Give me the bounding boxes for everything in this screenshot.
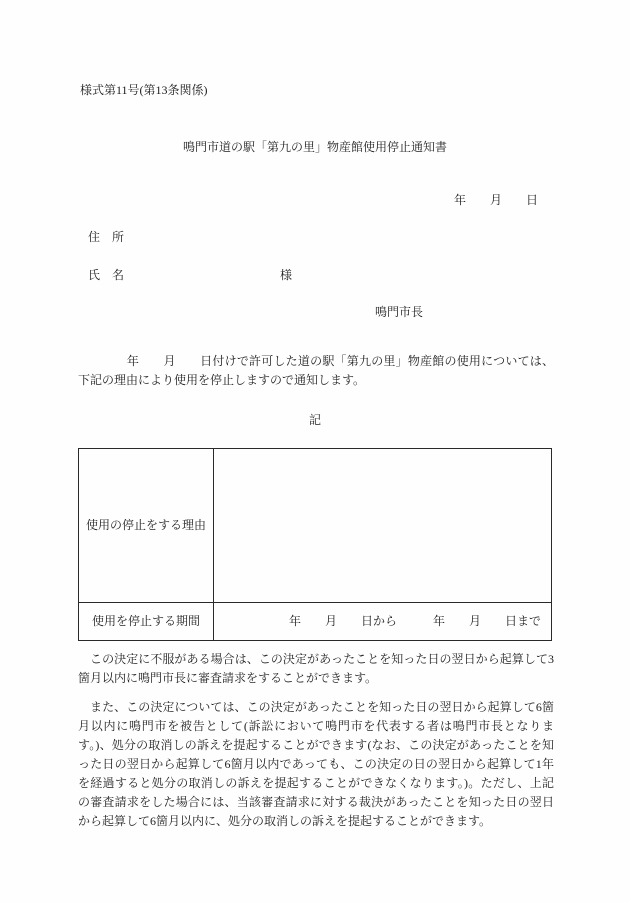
document-title: 鳴門市道の駅「第九の里」物産館使用停止通知書 xyxy=(182,140,447,154)
notification-body-paragraph: 年 月 日付けで許可した道の駅「第九の里」物産館の使用については、下記の理由により使用を停止しますので通知します。 xyxy=(78,354,554,387)
table-row-reason xyxy=(79,449,552,603)
period-label-cell: 使用を停止する期間 xyxy=(79,603,214,641)
form-number-label: 様式第11号(第13条関係) xyxy=(80,83,208,97)
reason-value-cell xyxy=(214,449,552,603)
recipient-name-row xyxy=(88,266,292,285)
recipient-address-label: 住 所 xyxy=(88,230,125,244)
recipient-name-label: 氏 名 xyxy=(88,268,125,282)
suspension-details-table xyxy=(78,448,552,641)
sender-mayor-label: 鳴門市長 xyxy=(375,305,424,319)
issue-date-line: 年 月 日 xyxy=(453,193,538,207)
note-paragraph-appeal: この決定に不服がある場合は、この決定があったことを知った日の翌日から起算して3箇月以内に鳴門市長に審査請求をすることができます。 xyxy=(78,652,554,685)
reason-label-cell: 使用の停止をする理由 xyxy=(79,449,214,603)
table-row-period xyxy=(79,603,552,641)
note-paragraph-lawsuit: また、この決定については、この決定があったことを知った日の翌日から起算して6箇月以内に鳴門市を被告として(訴訟において鳴門市を代表する者は鳴門市長となります。)、処分の取消しの訴えを提起することができます(なお、この決定があったことを知った日の翌日から起算して6箇月以内であっても、この決定の日の翌日から起算して1年を経過すると処分の取消しの訴えを提起することができなくなります。)。ただし、上記の審査請求をした場合には、当該審査請求に対する裁決があったことを知った日の翌日から起算して6箇月以内に、処分の取消しの訴えを提起することができます。 xyxy=(78,700,554,828)
honorific-label: 様 xyxy=(280,268,293,282)
period-value-cell: 年 月 日から 年 月 日まで xyxy=(214,603,552,641)
record-heading: 記 xyxy=(308,413,321,427)
